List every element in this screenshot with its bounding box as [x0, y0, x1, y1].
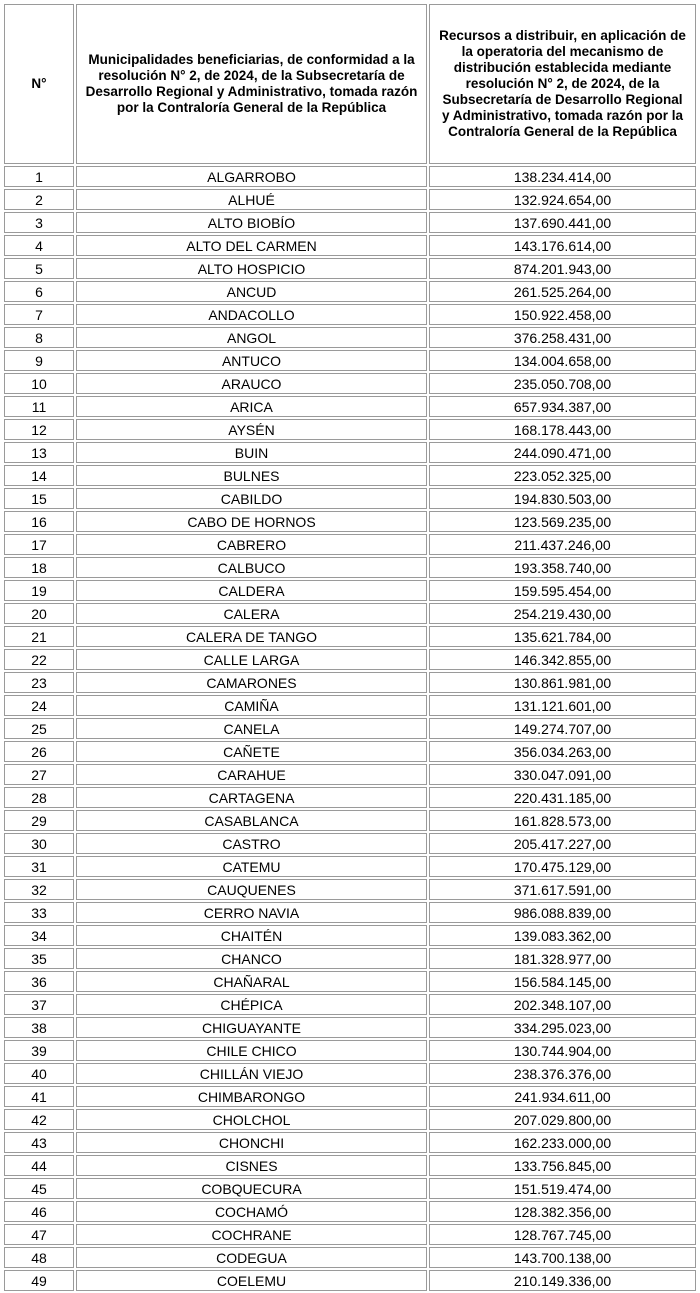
row-number: 42 [4, 1109, 74, 1130]
row-municipality: AYSÉN [76, 419, 427, 440]
row-amount: 138.234.414,00 [429, 166, 696, 187]
table-row [4, 833, 696, 854]
distribution-table [2, 2, 698, 1293]
row-municipality: CASTRO [76, 833, 427, 854]
row-number: 8 [4, 327, 74, 348]
row-amount: 334.295.023,00 [429, 1017, 696, 1038]
table-row [4, 879, 696, 900]
row-amount: 170.475.129,00 [429, 856, 696, 877]
table-row [4, 925, 696, 946]
row-amount: 371.617.591,00 [429, 879, 696, 900]
table-row [4, 603, 696, 624]
row-municipality: CAUQUENES [76, 879, 427, 900]
row-amount: 143.176.614,00 [429, 235, 696, 256]
row-amount: 205.417.227,00 [429, 833, 696, 854]
row-municipality: CAMIÑA [76, 695, 427, 716]
row-amount: 244.090.471,00 [429, 442, 696, 463]
row-amount: 207.029.800,00 [429, 1109, 696, 1130]
row-number: 28 [4, 787, 74, 808]
table-row [4, 1017, 696, 1038]
row-number: 29 [4, 810, 74, 831]
table-row [4, 511, 696, 532]
row-number: 1 [4, 166, 74, 187]
row-municipality: COELEMU [76, 1270, 427, 1291]
table-row [4, 1086, 696, 1107]
row-municipality: COCHRANE [76, 1224, 427, 1245]
row-municipality: CHILE CHICO [76, 1040, 427, 1061]
row-amount: 123.569.235,00 [429, 511, 696, 532]
table-row [4, 948, 696, 969]
row-number: 27 [4, 764, 74, 785]
row-amount: 131.121.601,00 [429, 695, 696, 716]
table-row [4, 557, 696, 578]
row-number: 16 [4, 511, 74, 532]
table-row [4, 235, 696, 256]
row-municipality: CHIGUAYANTE [76, 1017, 427, 1038]
row-number: 38 [4, 1017, 74, 1038]
table-row [4, 442, 696, 463]
table-row [4, 649, 696, 670]
table-row [4, 695, 696, 716]
row-municipality: CHOLCHOL [76, 1109, 427, 1130]
row-municipality: CHIMBARONGO [76, 1086, 427, 1107]
row-municipality: CABRERO [76, 534, 427, 555]
row-amount: 159.595.454,00 [429, 580, 696, 601]
row-number: 10 [4, 373, 74, 394]
row-number: 47 [4, 1224, 74, 1245]
row-municipality: BULNES [76, 465, 427, 486]
row-number: 15 [4, 488, 74, 509]
row-number: 6 [4, 281, 74, 302]
row-number: 12 [4, 419, 74, 440]
row-number: 48 [4, 1247, 74, 1268]
row-amount: 376.258.431,00 [429, 327, 696, 348]
row-amount: 202.348.107,00 [429, 994, 696, 1015]
table-row [4, 166, 696, 187]
table-row [4, 902, 696, 923]
row-municipality: CISNES [76, 1155, 427, 1176]
table-row [4, 373, 696, 394]
row-municipality: ALTO HOSPICIO [76, 258, 427, 279]
row-number: 2 [4, 189, 74, 210]
table-row [4, 1155, 696, 1176]
table-row [4, 350, 696, 371]
table-row [4, 1040, 696, 1061]
table-body [4, 166, 696, 1291]
row-municipality: CHANCO [76, 948, 427, 969]
row-municipality: CERRO NAVIA [76, 902, 427, 923]
row-municipality: COBQUECURA [76, 1178, 427, 1199]
row-amount: 128.767.745,00 [429, 1224, 696, 1245]
row-amount: 193.358.740,00 [429, 557, 696, 578]
row-municipality: CANELA [76, 718, 427, 739]
row-municipality: CALLE LARGA [76, 649, 427, 670]
row-amount: 194.830.503,00 [429, 488, 696, 509]
row-number: 45 [4, 1178, 74, 1199]
table-row [4, 1132, 696, 1153]
row-number: 33 [4, 902, 74, 923]
table-row [4, 281, 696, 302]
row-municipality: ALHUÉ [76, 189, 427, 210]
row-municipality: CHÉPICA [76, 994, 427, 1015]
table-row [4, 994, 696, 1015]
row-number: 11 [4, 396, 74, 417]
row-municipality: CAMARONES [76, 672, 427, 693]
header-amount: Recursos a distribuir, en aplicación de la operatoria del mecanismo de distribución establecida mediante resolución N° 2, de 2024, de la Subsecretaría de Desarrollo Regional y Administrativo, tomada razón por la Contraloría General de la República [429, 4, 696, 164]
row-amount: 128.382.356,00 [429, 1201, 696, 1222]
row-municipality: CATEMU [76, 856, 427, 877]
row-municipality: ANTUCO [76, 350, 427, 371]
row-amount: 261.525.264,00 [429, 281, 696, 302]
table-row [4, 327, 696, 348]
row-municipality: CABO DE HORNOS [76, 511, 427, 532]
header-row [4, 4, 696, 164]
table-row [4, 810, 696, 831]
row-number: 7 [4, 304, 74, 325]
row-municipality: CALDERA [76, 580, 427, 601]
row-amount: 330.047.091,00 [429, 764, 696, 785]
row-number: 41 [4, 1086, 74, 1107]
table-row [4, 1063, 696, 1084]
row-municipality: ALGARROBO [76, 166, 427, 187]
row-number: 5 [4, 258, 74, 279]
table-row [4, 1270, 696, 1291]
row-number: 43 [4, 1132, 74, 1153]
table-row [4, 1224, 696, 1245]
row-amount: 220.431.185,00 [429, 787, 696, 808]
row-amount: 986.088.839,00 [429, 902, 696, 923]
row-municipality: CALBUCO [76, 557, 427, 578]
row-number: 35 [4, 948, 74, 969]
table-row [4, 787, 696, 808]
table-row [4, 580, 696, 601]
row-number: 37 [4, 994, 74, 1015]
row-number: 9 [4, 350, 74, 371]
row-amount: 223.052.325,00 [429, 465, 696, 486]
row-municipality: COCHAMÓ [76, 1201, 427, 1222]
row-amount: 133.756.845,00 [429, 1155, 696, 1176]
row-number: 20 [4, 603, 74, 624]
row-amount: 161.828.573,00 [429, 810, 696, 831]
row-number: 49 [4, 1270, 74, 1291]
row-municipality: CABILDO [76, 488, 427, 509]
row-amount: 254.219.430,00 [429, 603, 696, 624]
row-amount: 139.083.362,00 [429, 925, 696, 946]
row-amount: 168.178.443,00 [429, 419, 696, 440]
row-municipality: ANGOL [76, 327, 427, 348]
row-municipality: CASABLANCA [76, 810, 427, 831]
row-amount: 137.690.441,00 [429, 212, 696, 233]
table-row [4, 1178, 696, 1199]
row-municipality: CODEGUA [76, 1247, 427, 1268]
table-row [4, 419, 696, 440]
row-municipality: CALERA DE TANGO [76, 626, 427, 647]
table-row [4, 465, 696, 486]
row-amount: 356.034.263,00 [429, 741, 696, 762]
row-municipality: CARAHUE [76, 764, 427, 785]
table-row [4, 396, 696, 417]
row-amount: 211.437.246,00 [429, 534, 696, 555]
table-row [4, 1109, 696, 1130]
row-amount: 235.050.708,00 [429, 373, 696, 394]
table-row [4, 304, 696, 325]
row-number: 21 [4, 626, 74, 647]
row-municipality: ALTO DEL CARMEN [76, 235, 427, 256]
row-amount: 156.584.145,00 [429, 971, 696, 992]
row-amount: 146.342.855,00 [429, 649, 696, 670]
row-amount: 150.922.458,00 [429, 304, 696, 325]
row-number: 39 [4, 1040, 74, 1061]
table-row [4, 741, 696, 762]
table-row [4, 1247, 696, 1268]
table-row [4, 856, 696, 877]
row-municipality: CARTAGENA [76, 787, 427, 808]
table-row [4, 189, 696, 210]
row-municipality: ARICA [76, 396, 427, 417]
row-amount: 238.376.376,00 [429, 1063, 696, 1084]
row-amount: 151.519.474,00 [429, 1178, 696, 1199]
row-number: 40 [4, 1063, 74, 1084]
row-municipality: CAÑETE [76, 741, 427, 762]
row-number: 44 [4, 1155, 74, 1176]
table-row [4, 672, 696, 693]
table-row [4, 971, 696, 992]
row-amount: 130.744.904,00 [429, 1040, 696, 1061]
row-amount: 143.700.138,00 [429, 1247, 696, 1268]
table-row [4, 626, 696, 647]
table-row [4, 212, 696, 233]
row-number: 3 [4, 212, 74, 233]
row-amount: 241.934.611,00 [429, 1086, 696, 1107]
row-amount: 132.924.654,00 [429, 189, 696, 210]
row-amount: 162.233.000,00 [429, 1132, 696, 1153]
row-amount: 134.004.658,00 [429, 350, 696, 371]
row-number: 25 [4, 718, 74, 739]
row-municipality: CHILLÁN VIEJO [76, 1063, 427, 1084]
row-number: 14 [4, 465, 74, 486]
row-number: 17 [4, 534, 74, 555]
header-municipality: Municipalidades beneficiarias, de conformidad a la resolución N° 2, de 2024, de la Subsecretaría de Desarrollo Regional y Administrativo, tomada razón por la Contraloría General de la República [76, 4, 427, 164]
row-number: 24 [4, 695, 74, 716]
row-amount: 657.934.387,00 [429, 396, 696, 417]
row-number: 31 [4, 856, 74, 877]
table-row [4, 718, 696, 739]
table-row [4, 1201, 696, 1222]
row-municipality: CHONCHI [76, 1132, 427, 1153]
row-number: 34 [4, 925, 74, 946]
row-number: 26 [4, 741, 74, 762]
row-number: 30 [4, 833, 74, 854]
row-municipality: ARAUCO [76, 373, 427, 394]
table-row [4, 764, 696, 785]
row-amount: 181.328.977,00 [429, 948, 696, 969]
row-number: 23 [4, 672, 74, 693]
table-row [4, 488, 696, 509]
row-municipality: ALTO BIOBÍO [76, 212, 427, 233]
row-amount: 135.621.784,00 [429, 626, 696, 647]
row-number: 18 [4, 557, 74, 578]
row-number: 46 [4, 1201, 74, 1222]
table-row [4, 534, 696, 555]
row-amount: 210.149.336,00 [429, 1270, 696, 1291]
row-municipality: CHAITÉN [76, 925, 427, 946]
row-amount: 874.201.943,00 [429, 258, 696, 279]
header-number: N° [4, 4, 74, 164]
row-amount: 130.861.981,00 [429, 672, 696, 693]
row-municipality: ANCUD [76, 281, 427, 302]
row-municipality: CHAÑARAL [76, 971, 427, 992]
row-municipality: BUIN [76, 442, 427, 463]
row-number: 19 [4, 580, 74, 601]
row-number: 22 [4, 649, 74, 670]
row-amount: 149.274.707,00 [429, 718, 696, 739]
row-number: 32 [4, 879, 74, 900]
row-number: 36 [4, 971, 74, 992]
row-number: 4 [4, 235, 74, 256]
table-row [4, 258, 696, 279]
row-municipality: ANDACOLLO [76, 304, 427, 325]
row-municipality: CALERA [76, 603, 427, 624]
row-number: 13 [4, 442, 74, 463]
